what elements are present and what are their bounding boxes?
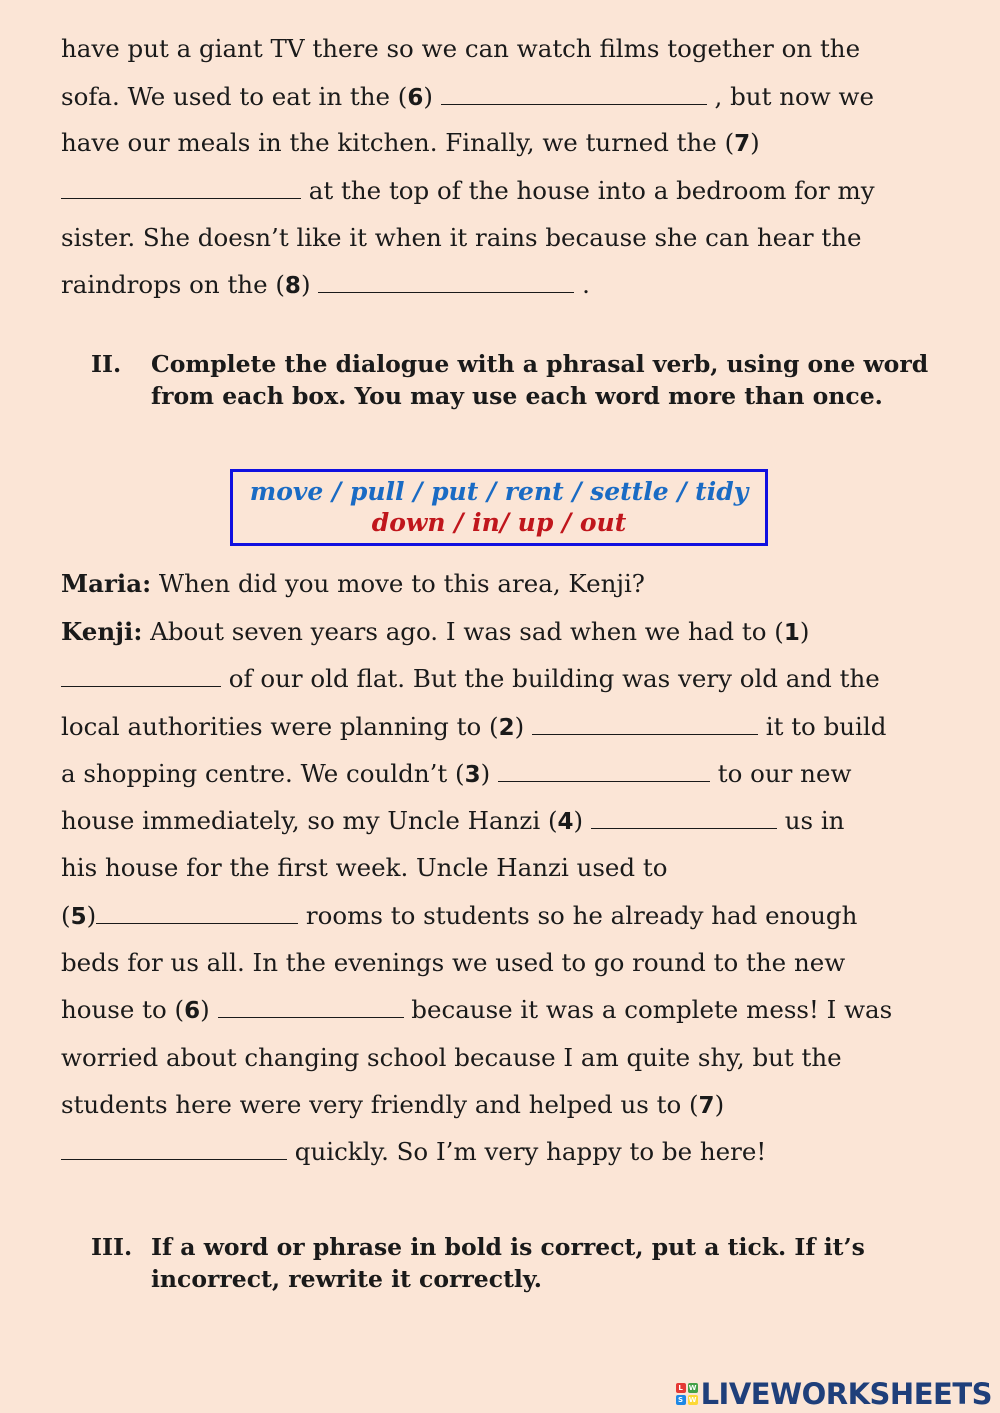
gap-number: 2 [498, 715, 515, 741]
logo-letter: W [688, 1396, 697, 1404]
text: ) [514, 712, 532, 741]
text: sister. She doesn’t like it when it rains because she can hear the [61, 223, 862, 252]
dialogue-line [61, 948, 845, 978]
gap-number: 5 [70, 904, 87, 930]
dialogue-line [61, 1043, 842, 1073]
text: ) [799, 617, 810, 646]
gap-blank-4[interactable] [591, 808, 777, 829]
dialogue-line [61, 853, 668, 883]
text: raindrops on the ( [61, 270, 285, 299]
text: worried about changing school because I am quite shy, but the [61, 1043, 842, 1072]
gap-blank-2[interactable] [532, 714, 758, 735]
dialogue-line [61, 1090, 724, 1121]
gap-blank-7b[interactable] [61, 1139, 287, 1160]
text: ) [86, 901, 97, 930]
text-line [61, 34, 860, 64]
gap-number: 6 [407, 85, 424, 111]
dialogue-line [61, 617, 809, 648]
text: to our new [709, 759, 852, 788]
text: rooms to students so he already had enough [298, 901, 858, 930]
gap-blank-8[interactable] [318, 272, 574, 293]
word-box [230, 469, 768, 546]
text: ) [573, 806, 591, 835]
dialogue-line [61, 712, 886, 743]
gap-blank-1[interactable] [61, 666, 221, 687]
text: ) [480, 759, 498, 788]
text: ) [423, 82, 441, 111]
text: . [574, 270, 590, 299]
gap-number: 7 [698, 1093, 715, 1119]
logo-text: LIVEWORKSHEETS [700, 1377, 992, 1411]
text-line [61, 176, 875, 206]
text-line [61, 270, 590, 301]
text: a shopping centre. We couldn’t ( [61, 759, 465, 788]
text: because it was a complete mess! I was [403, 995, 893, 1024]
text: quickly. So I’m very happy to be here! [287, 1137, 767, 1166]
gap-blank-7[interactable] [61, 178, 301, 199]
gap-number: 7 [734, 131, 751, 157]
liveworksheets-logo [676, 1379, 992, 1409]
text: us in [776, 806, 845, 835]
text: ) [200, 995, 218, 1024]
text: sofa. We used to eat in the ( [61, 82, 408, 111]
text: of our old flat. But the building was very old and the [221, 664, 880, 693]
speaker-name: Kenji: [61, 617, 143, 646]
dialogue-line [61, 806, 844, 837]
gap-number: 3 [464, 762, 481, 788]
section-number: III. [91, 1233, 133, 1261]
text: students here were very friendly and helped us to ( [61, 1090, 699, 1119]
dialogue-line [61, 569, 645, 599]
dialogue-line [61, 901, 857, 932]
text: have our meals in the kitchen. Finally, we turned the ( [61, 128, 735, 157]
text: house immediately, so my Uncle Hanzi ( [61, 806, 558, 835]
text-line [61, 223, 862, 253]
text: About seven years ago. I was sad when we had to ( [142, 617, 784, 646]
text-line [61, 82, 874, 113]
gap-blank-6b[interactable] [218, 997, 404, 1018]
speaker-name: Maria: [61, 569, 152, 598]
gap-number: 6 [184, 998, 201, 1024]
logo-icon [676, 1383, 698, 1405]
verb-list: move / pull / put / rent / settle / tidy [249, 477, 749, 506]
text: ( [61, 901, 71, 930]
text: ) [300, 270, 319, 299]
particle-list: down / in/ up / out [371, 508, 627, 537]
logo-letter: W [688, 1384, 697, 1392]
text: house to ( [61, 995, 185, 1024]
gap-number: 4 [557, 809, 574, 835]
text: local authorities were planning to ( [61, 712, 499, 741]
section-instruction: Complete the dialogue with a phrasal verb, using one word from each box. You may use each word more than once. [151, 350, 929, 410]
dialogue-line [61, 995, 892, 1026]
text: at the top of the house into a bedroom for my [301, 176, 875, 205]
text: , but now we [706, 82, 874, 111]
text: ) [714, 1090, 725, 1119]
gap-blank-6[interactable] [441, 84, 707, 105]
text: his house for the first week. Uncle Hanzi used to [61, 853, 668, 882]
gap-number: 8 [284, 273, 301, 299]
section-number: II. [91, 350, 122, 378]
logo-letter: L [676, 1383, 686, 1393]
text: When did you move to this area, Kenji? [151, 569, 645, 598]
text: ) [750, 128, 760, 157]
text: it to build [757, 712, 887, 741]
gap-number: 1 [783, 620, 800, 646]
dialogue-line [61, 759, 851, 790]
dialogue-line [61, 1137, 766, 1167]
text-line [61, 128, 760, 159]
dialogue-line [61, 664, 880, 694]
gap-blank-3[interactable] [498, 761, 710, 782]
section-instruction: If a word or phrase in bold is correct, put a tick. If it’s incorrect, rewrite it correctly. [151, 1233, 865, 1293]
logo-letter: S [676, 1395, 686, 1405]
text: have put a giant TV there so we can watch films together on the [61, 34, 861, 63]
text: beds for us all. In the evenings we used to go round to the new [61, 948, 846, 977]
gap-blank-5[interactable] [96, 903, 298, 924]
